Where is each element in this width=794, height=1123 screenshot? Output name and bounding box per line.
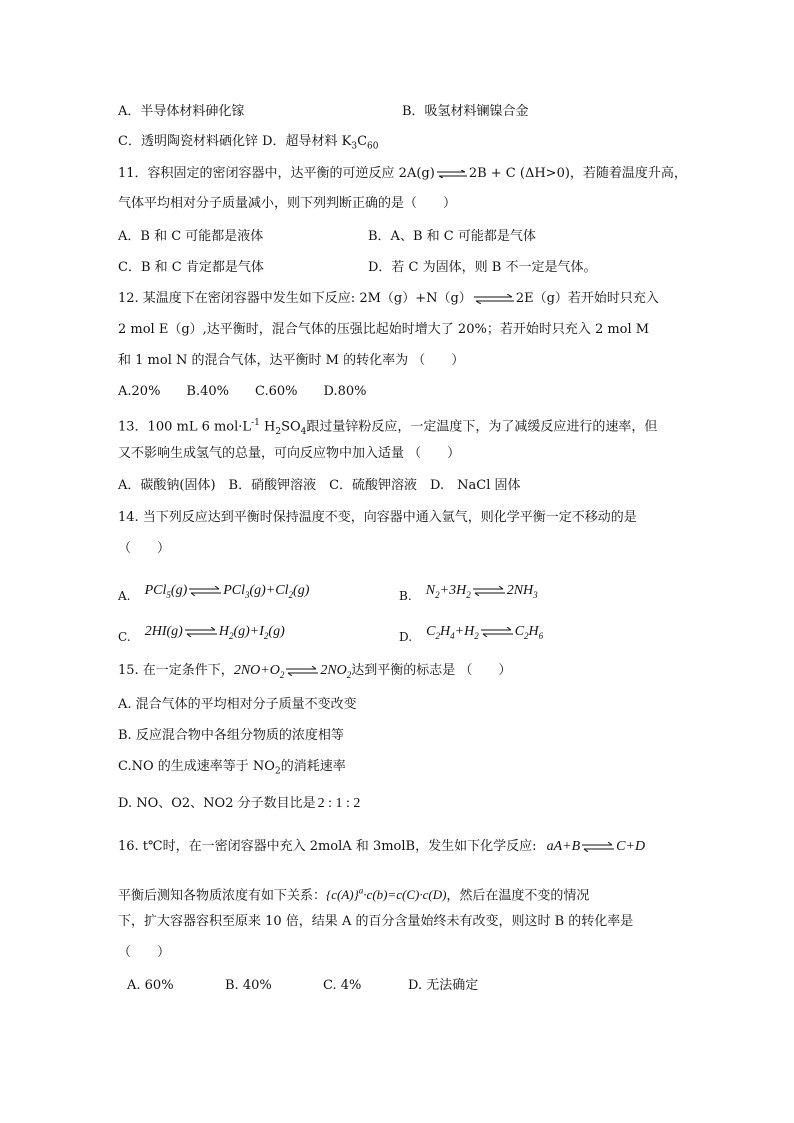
reversible-arrow-icon [189, 586, 221, 596]
reversible-arrow-icon [437, 170, 467, 178]
q10-option-b: B．吸氢材料镧镍合金 [402, 104, 529, 119]
q16-option-d: D. 无法确定 [408, 978, 479, 993]
q15-option-c: C.NO 的生成速率等于 $NO_2$的消耗速率 [118, 759, 346, 777]
reversible-arrow-icon [481, 627, 513, 637]
q14-option-b: B. $N_2+3H_2$ $2NH_3$ [399, 583, 538, 603]
q14-stem-line1: 14. 当下列反应达到平衡时保持温度不变，向容器中通入氩气，则化学平衡一定不移动的是 [118, 510, 637, 525]
q11-option-c: C．B 和 C 肯定都是气体 [118, 260, 264, 275]
reversible-arrow-icon [473, 586, 505, 596]
q16-stem-line4: （ ） [118, 945, 171, 960]
q11-stem-line2: 气体平均相对分子质量减小，则下列判断正确的是（ ） [118, 196, 457, 211]
q16-option-c: C. 4% [323, 978, 362, 993]
q16-stem-line3: 下，扩大容器容积至原来 10 倍，结果 A 的百分含量始终未有改变，则这时 B 的转化率是 [118, 914, 634, 929]
q14-stem-line2: （ ） [118, 541, 171, 556]
q11-option-a: A．B 和 C 可能都是液体 [118, 229, 264, 244]
long-reversible-arrow-icon [474, 294, 514, 304]
q13-stem-line1: 13．100 mL 6 $mol\cdot L^{-1}$ $H_2SO_4$跟过量锌粉反应，一定温度下，为了减缓反应进行的速率，但 [118, 418, 658, 437]
q10-option-a: A．半导体材料砷化镓 [118, 104, 245, 119]
reversible-arrow-icon [582, 842, 614, 852]
q12-options: A.20% B.40% C.60% D.80% [118, 384, 367, 399]
q13-options: A．碳酸钠(固体) B．硝酸钾溶液 C．硫酸钾溶液 D. NaCl 固体 [118, 478, 521, 493]
q14-option-c: C. 2HI(g) $H_2(g)+I_2(g)$ [118, 624, 285, 644]
q15-stem: 15. 在一定条件下，$2NO+O_2$ $2NO_2$达到平衡的标志是 （ ） [118, 663, 512, 680]
q14-option-d: D. $C_2H_4+H_2$ $C_2H_6$ [399, 624, 544, 644]
q16-stem-line1: 16. t℃时，在一密闭容器中充入 2molA 和 3molB，发生如下化学反应: aA+B C+D [118, 839, 646, 854]
reversible-arrow-icon [185, 627, 217, 637]
q10-option-cd: C．透明陶瓷材料硒化锌 D．超导材料 $K_3C_{60}$ [118, 134, 379, 152]
q15-option-d: D. NO、O2、NO2 分子数目比是 2 : 1 : 2 [118, 796, 361, 811]
q11-stem-line1: 11．容积固定的密闭容器中，达平衡的可逆反应 2A(g) 2B + C (ΔH>0)，若随着温度升高， [118, 166, 687, 181]
q12-stem-line1: 12. 某温度下在密闭容器中发生如下反应: 2M（g）+N（g） 2E（g）若开始时只充入 [118, 291, 659, 306]
q16-stem-line2: 平衡后测知各物质浓度有如下关系：$\{c(A)\}^a\cdot c(b)=c(C)\cdot c(D)$，然后在温度不变的情况 [118, 886, 590, 904]
q15-option-b: B. 反应混合物中各组分物质的浓度相等 [118, 728, 344, 743]
q12-stem-line2: 2 mol E（g）,达平衡时，混合气体的压强比起始时增大了 20%；若开始时只充入 2 mol M [118, 322, 650, 337]
q15-option-a: A. 混合气体的平均相对分子质量不变改变 [118, 697, 357, 712]
q11-option-b: B．A、B 和 C 可能都是气体 [368, 229, 536, 244]
q16-option-a: A. 60% [127, 978, 174, 993]
q14-option-a: A. PCl$_5$(g) $PCl_3(g)+Cl_2(g)$ [118, 583, 310, 603]
reversible-arrow-icon [286, 666, 318, 676]
q13-stem-line2: 又不影响生成氢气的总量，可向反应物中加入适量 （ ） [118, 446, 461, 461]
q11-option-d: D．若 C 为固体，则 B 不一定是气体。 [368, 260, 597, 275]
q12-stem-line3: 和 1 mol N 的混合气体，达平衡时 M 的转化率为 （ ） [118, 353, 465, 368]
q16-option-b: B. 40% [225, 978, 272, 993]
